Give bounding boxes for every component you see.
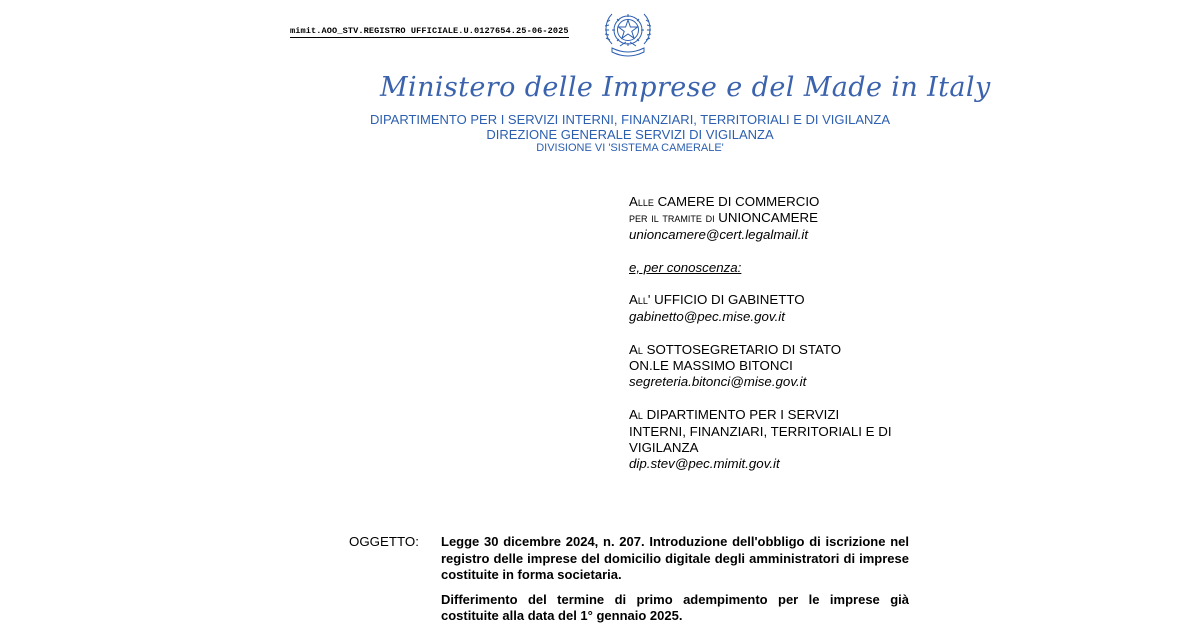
recipient-email: unioncamere@cert.legalmail.it xyxy=(629,226,809,242)
recipient-email: segreteria.bitonci@mise.gov.it xyxy=(629,374,807,390)
cc-label: e, per conoscenza: xyxy=(629,259,742,275)
recipient-chambers xyxy=(629,194,929,243)
recipients-block xyxy=(629,194,929,489)
recipient-line: ON.LE MASSIMO BITONCI xyxy=(629,358,793,374)
recipient-email: dip.stev@pec.mimit.gov.it xyxy=(629,456,780,472)
recipient-undersecretary xyxy=(629,342,929,391)
division-name: DIVISIONE VI 'SISTEMA CAMERALE' xyxy=(536,142,724,154)
recipient-cabinet xyxy=(629,292,929,325)
recipient-line: All' UFFICIO DI GABINETTO xyxy=(629,292,805,308)
recipient-line: VIGILANZA xyxy=(629,440,699,456)
recipient-line: Alle CAMERE DI COMMERCIO xyxy=(629,194,820,209)
recipient-line: Al DIPARTIMENTO PER I SERVIZI xyxy=(629,407,840,423)
subject-label: OGGETTO: xyxy=(349,534,419,549)
italian-republic-emblem-icon xyxy=(598,4,658,64)
subject-text xyxy=(441,534,909,625)
cc-label-block xyxy=(629,260,929,276)
recipient-email: gabinetto@pec.mise.gov.it xyxy=(629,308,785,324)
department-name: DIPARTIMENTO PER I SERVIZI INTERNI, FINANZIARI, TERRITORIALI E DI VIGILANZA xyxy=(369,112,891,127)
ministry-name: Ministero delle Imprese e del Made in Italy xyxy=(380,72,991,103)
subject-paragraph: Legge 30 dicembre 2024, n. 207. Introduzione dell'obbligo di iscrizione nel registro delle imprese del domicilio digitale degli amministratori di imprese costituite in forma societaria. xyxy=(441,534,909,583)
recipient-line: per il tramite di UNIONCAMERE xyxy=(629,210,819,226)
recipient-line: Al SOTTOSEGRETARIO DI STATO xyxy=(629,341,842,357)
recipient-line: INTERNI, FINANZIARI, TERRITORIALI E DI xyxy=(629,423,892,439)
subject-paragraph: Differimento del termine di primo adempimento per le imprese già costituite alla data del 1° gennaio 2025. xyxy=(441,591,909,624)
protocol-number: mimit.AOO_STV.REGISTRO UFFICIALE.U.0127654.25-06-2025 xyxy=(290,26,569,36)
directorate-name: DIREZIONE GENERALE SERVIZI DI VIGILANZA xyxy=(486,127,774,142)
recipient-department xyxy=(629,407,929,473)
